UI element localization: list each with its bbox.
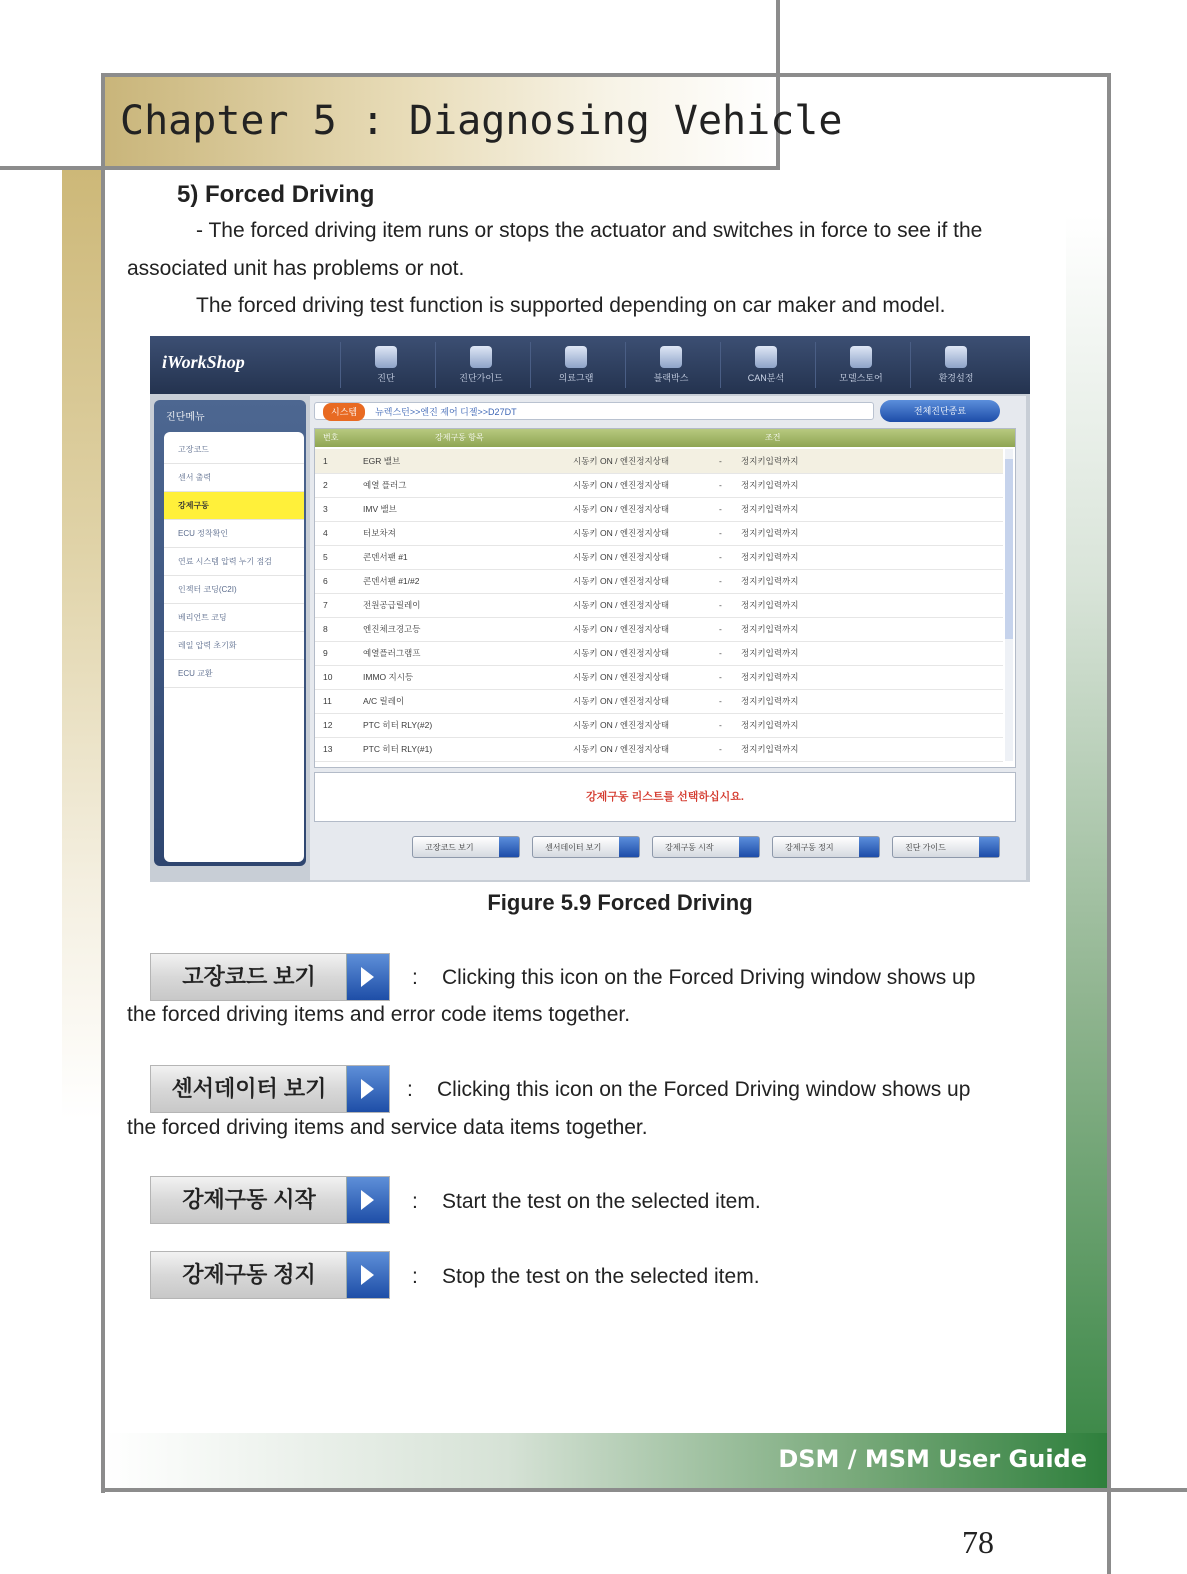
table-cell: - <box>719 576 722 586</box>
table-cell: 시동키 ON / 엔진정지상태 <box>573 504 670 514</box>
table-row[interactable] <box>315 665 1003 690</box>
menu-item[interactable]: 센서 출력 <box>164 464 304 492</box>
table-cell: PTC 히터 RLY(#2) <box>363 720 433 730</box>
frame-line <box>101 73 105 1493</box>
table-cell: - <box>719 744 722 754</box>
guide-icon <box>470 346 492 368</box>
table-cell: 예열플러그램프 <box>363 648 421 658</box>
table-cell: - <box>719 720 722 730</box>
table-cell: 정지키입력까지 <box>741 720 799 730</box>
arrow-right-icon <box>346 1066 389 1112</box>
table-row[interactable] <box>315 497 1003 522</box>
table-cell: 1 <box>323 456 328 466</box>
diagnosis-menu <box>164 432 304 862</box>
table-cell: 시동키 ON / 엔진정지상태 <box>573 648 670 658</box>
table-cell: 예열 플러그 <box>363 480 407 490</box>
frame-line <box>101 1488 1187 1492</box>
stop-desc: Stop the test on the selected item. <box>442 1265 760 1288</box>
table-cell: 5 <box>323 552 328 562</box>
table-row[interactable] <box>315 641 1003 666</box>
frame-line <box>1107 73 1111 1574</box>
main-panel <box>310 396 1026 880</box>
table-row[interactable] <box>315 689 1003 714</box>
table-cell: - <box>719 672 722 682</box>
table-cell: 시동키 ON / 엔진정지상태 <box>573 552 670 562</box>
table-cell: 시동키 ON / 엔진정지상태 <box>573 624 670 634</box>
toolbar-item[interactable]: 환경설정 <box>910 342 1001 388</box>
table-cell: 콘덴서팬 #1/#2 <box>363 576 420 586</box>
table-cell: 정지키입력까지 <box>741 744 799 754</box>
fault-code-view-label: 고장코드 보기 <box>182 964 316 989</box>
intro-line-1: - The forced driving item runs or stops the actuator and switches in force to see if the <box>196 219 983 242</box>
menu-item[interactable]: ECU 정착확인 <box>164 520 304 548</box>
sensor-data-view-label: 센서데이터 보기 <box>171 1076 327 1101</box>
frame-line <box>104 73 1111 77</box>
start-label: 강제구동 시작 <box>182 1187 316 1212</box>
forced-driving-stop-button[interactable] <box>150 1251 390 1299</box>
end-diagnosis-button[interactable]: 전체진단종료 <box>880 400 1000 422</box>
toolbar-item[interactable]: 진단 <box>340 342 431 388</box>
menu-title: 진단메뉴 <box>166 412 205 423</box>
table-cell: 시동키 ON / 엔진정지상태 <box>573 744 670 754</box>
table-row[interactable] <box>315 713 1003 738</box>
fig-stop-button[interactable]: 강제구동 정지 <box>772 836 880 858</box>
table-cell: 2 <box>323 480 328 490</box>
table-cell: 시동키 ON / 엔진정지상태 <box>573 456 670 466</box>
magnifier-icon <box>375 346 397 368</box>
table-header <box>315 429 1015 447</box>
table-cell: 정지키입력까지 <box>741 552 799 562</box>
table-cell: 시동키 ON / 엔진정지상태 <box>573 528 670 538</box>
fig-guide-button[interactable]: 진단 가이드 <box>892 836 1000 858</box>
table-row[interactable] <box>315 569 1003 594</box>
app-toolbar <box>150 336 1030 394</box>
table-row[interactable] <box>315 449 1003 474</box>
table-cell: 6 <box>323 576 328 586</box>
scroll-thumb[interactable] <box>1005 459 1013 639</box>
frame-line <box>776 0 780 170</box>
table-cell: 콘덴서팬 #1 <box>363 552 408 562</box>
forced-driving-screenshot <box>150 336 1030 882</box>
table-cell: - <box>719 552 722 562</box>
sensor-data-view-button[interactable] <box>150 1065 390 1113</box>
table-cell: 시동키 ON / 엔진정지상태 <box>573 696 670 706</box>
table-cell: 정지키입력까지 <box>741 528 799 538</box>
table-row[interactable] <box>315 617 1003 642</box>
table-cell: 정지키입력까지 <box>741 624 799 634</box>
app-logo: iWorkShop <box>162 352 245 372</box>
table-cell: 시동키 ON / 엔진정지상태 <box>573 600 670 610</box>
table-cell: - <box>719 648 722 658</box>
forced-driving-table <box>314 428 1016 768</box>
table-cell: 정지키입력까지 <box>741 672 799 682</box>
frame-line <box>0 166 780 170</box>
forced-driving-start-button[interactable] <box>150 1176 390 1224</box>
table-cell: 정지키입력까지 <box>741 576 799 586</box>
diagnosis-menu-panel <box>154 400 306 866</box>
table-cell: IMMO 지시등 <box>363 672 414 682</box>
table-cell: 정지키입력까지 <box>741 480 799 490</box>
table-cell: 13 <box>323 744 333 754</box>
breadcrumb-path: 뉴렉스턴>>엔진 제어 디젤>>D27DT <box>375 407 517 417</box>
section-heading: 5) Forced Driving <box>177 181 375 208</box>
col-item: 강제구동 항목 <box>435 433 484 442</box>
table-cell: 터보차져 <box>363 528 396 538</box>
table-cell: A/C 릴레이 <box>363 696 405 706</box>
table-cell: 10 <box>323 672 333 682</box>
table-cell: 정지키입력까지 <box>741 648 799 658</box>
table-cell: 시동키 ON / 엔진정지상태 <box>573 576 670 586</box>
store-icon <box>850 346 872 368</box>
breadcrumb <box>314 402 874 420</box>
chapter-title: Chapter 5 : Diagnosing Vehicle <box>120 98 843 144</box>
sensor-data-desc-1: Clicking this icon on the Forced Driving window shows up <box>437 1078 971 1101</box>
arrow-right-icon <box>346 954 389 1000</box>
intro-line-2: associated unit has problems or not. <box>127 257 465 280</box>
arrow-right-icon <box>346 1177 389 1223</box>
menu-item[interactable]: 연료 시스템 압력 누기 점검 <box>164 548 304 576</box>
right-decor-bar <box>1066 215 1108 1433</box>
colon: : <box>412 1265 418 1288</box>
table-cell: 12 <box>323 720 333 730</box>
table-cell: 시동키 ON / 엔진정지상태 <box>573 720 670 730</box>
fault-code-desc-1: Clicking this icon on the Forced Driving window shows up <box>442 966 976 989</box>
fig-fault-code-button[interactable]: 고장코드 보기 <box>412 836 520 858</box>
toolbar-item[interactable]: 의료그램 <box>530 342 621 388</box>
table-cell: 11 <box>323 696 332 706</box>
table-cell: 7 <box>323 600 328 610</box>
instruction-message: 강제구동 리스트를 선택하십시요. <box>314 772 1016 822</box>
table-cell: - <box>719 696 722 706</box>
table-cell: 4 <box>323 528 328 538</box>
table-cell: 시동키 ON / 엔진정지상태 <box>573 672 670 682</box>
colon: : <box>407 1078 413 1101</box>
table-row[interactable] <box>315 737 1003 762</box>
colon: : <box>412 1190 418 1213</box>
sensor-data-desc-2: the forced driving items and service data items together. <box>127 1116 648 1139</box>
menu-item[interactable]: ECU 교환 <box>164 660 304 688</box>
fault-code-desc-2: the forced driving items and error code items together. <box>127 1003 631 1026</box>
toolbar-item[interactable]: 블랙박스 <box>625 342 716 388</box>
blackbox-icon <box>660 346 682 368</box>
table-row[interactable] <box>315 545 1003 570</box>
menu-item-selected[interactable]: 강제구동 <box>164 492 304 520</box>
page-number: 78 <box>962 1524 994 1560</box>
table-cell: PTC 히터 RLY(#1) <box>363 744 433 754</box>
col-number: 번호 <box>323 433 339 442</box>
menu-item[interactable]: 레일 압력 초기화 <box>164 632 304 660</box>
table-cell: 정지키입력까지 <box>741 696 799 706</box>
table-cell: - <box>719 480 722 490</box>
table-cell: - <box>719 456 722 466</box>
table-row[interactable] <box>315 593 1003 618</box>
toolbar-item[interactable]: CAN분석 <box>720 342 811 388</box>
figure-caption: Figure 5.9 Forced Driving <box>487 890 753 915</box>
colon: : <box>412 966 418 989</box>
settings-icon <box>945 346 967 368</box>
monitor-icon <box>565 346 587 368</box>
table-cell: IMV 밸브 <box>363 504 397 514</box>
table-cell: 정지키입력까지 <box>741 456 799 466</box>
menu-item[interactable]: 고장코드 <box>164 436 304 464</box>
toolbar-item[interactable]: 진단가이드 <box>435 342 526 388</box>
toolbar-item[interactable]: 모델스토어 <box>815 342 906 388</box>
table-cell: 시동키 ON / 엔진정지상태 <box>573 480 670 490</box>
fig-start-button[interactable]: 강제구동 시작 <box>652 836 760 858</box>
menu-item[interactable]: 인젝터 코딩(C2I) <box>164 576 304 604</box>
table-cell: 정지키입력까지 <box>741 504 799 514</box>
table-cell: - <box>719 624 722 634</box>
table-cell: - <box>719 600 722 610</box>
breadcrumb-tag: 시스템 <box>323 403 365 421</box>
arrow-right-icon <box>346 1252 389 1298</box>
table-cell: 정지키입력까지 <box>741 600 799 610</box>
table-row[interactable] <box>315 473 1003 498</box>
menu-item[interactable]: 베리언트 코딩 <box>164 604 304 632</box>
start-desc: Start the test on the selected item. <box>442 1190 761 1213</box>
table-cell: 9 <box>323 648 328 658</box>
table-cell: EGR 밸브 <box>363 456 401 466</box>
guide-label: DSM / MSM User Guide <box>778 1445 1087 1473</box>
fault-code-view-button[interactable] <box>150 953 390 1001</box>
table-cell: 전원공급릴레이 <box>363 600 421 610</box>
table-scrollbar[interactable] <box>1005 449 1013 761</box>
intro-line-3: The forced driving test function is supported depending on car maker and model. <box>196 294 946 317</box>
stop-label: 강제구동 정지 <box>182 1262 316 1287</box>
col-condition: 조건 <box>765 433 781 442</box>
fig-sensor-data-button[interactable]: 센서데이터 보기 <box>532 836 640 858</box>
table-cell: 3 <box>323 504 328 514</box>
table-row[interactable] <box>315 521 1003 546</box>
table-cell: 8 <box>323 624 328 634</box>
table-cell: 엔진체크경고등 <box>363 624 421 634</box>
table-cell: - <box>719 528 722 538</box>
network-icon <box>755 346 777 368</box>
left-decor-bar <box>62 170 104 1120</box>
table-cell: - <box>719 504 722 514</box>
